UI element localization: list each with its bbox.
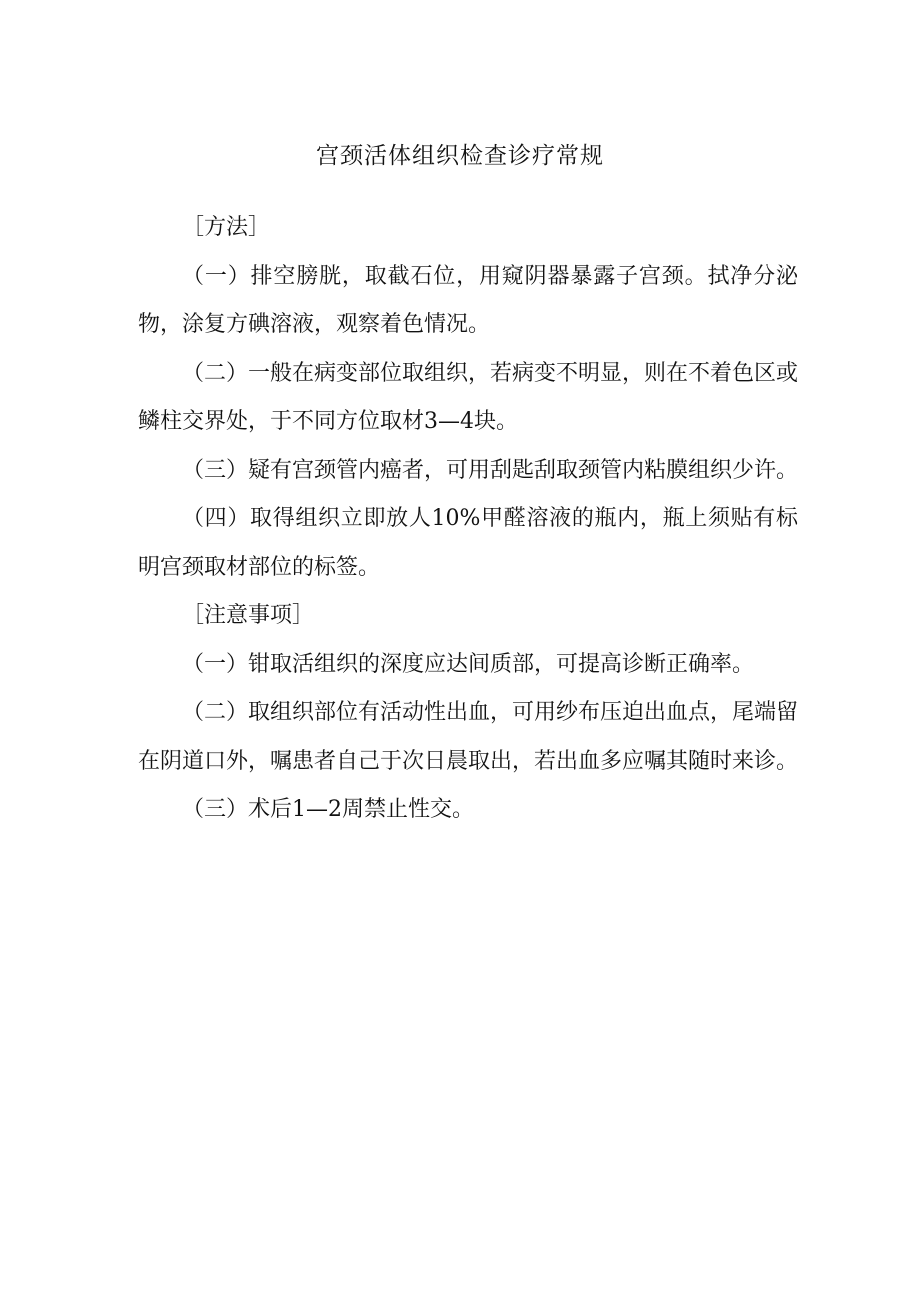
precaution-item-1: （一）钳取活组织的深度应达间质部，可提高诊断正确率。 — [182, 651, 755, 677]
method-step-4: （四）取得组织立即放人10%甲醛溶液的瓶内，瓶上须贴有标明宫颈取材部位的标签。 — [138, 506, 798, 580]
section-heading-method: ［方法］ — [182, 215, 271, 240]
document-title: 宫颈活体组织检查诊疗常规 — [316, 143, 604, 169]
precaution-item-3: （三）术后1—2周禁止性交。 — [182, 797, 474, 822]
precaution-item-2: （二）取组织部位有活动性出血，可用纱布压迫出血点，尾端留在阴道口外，嘱患者自己于次日晨取出，若出血多应嘱其随时来诊。 — [138, 700, 799, 774]
method-step-2: （二）一般在病变部位取组织，若病变不明显，则在不着色区或鳞柱交界处，于不同方位取材3—4块。 — [138, 360, 799, 434]
document-body — [138, 204, 798, 835]
section-heading-precautions: ［注意事项］ — [182, 603, 315, 628]
method-step-3: （三）疑有宫颈管内癌者，可用刮匙刮取颈管内粘膜组织少许。 — [182, 457, 799, 483]
method-step-1: （一）排空膀胱，取截石位，用窥阴器暴露子宫颈。拭净分泌物，涂复方碘溶液，观察着色情况。 — [138, 263, 798, 337]
